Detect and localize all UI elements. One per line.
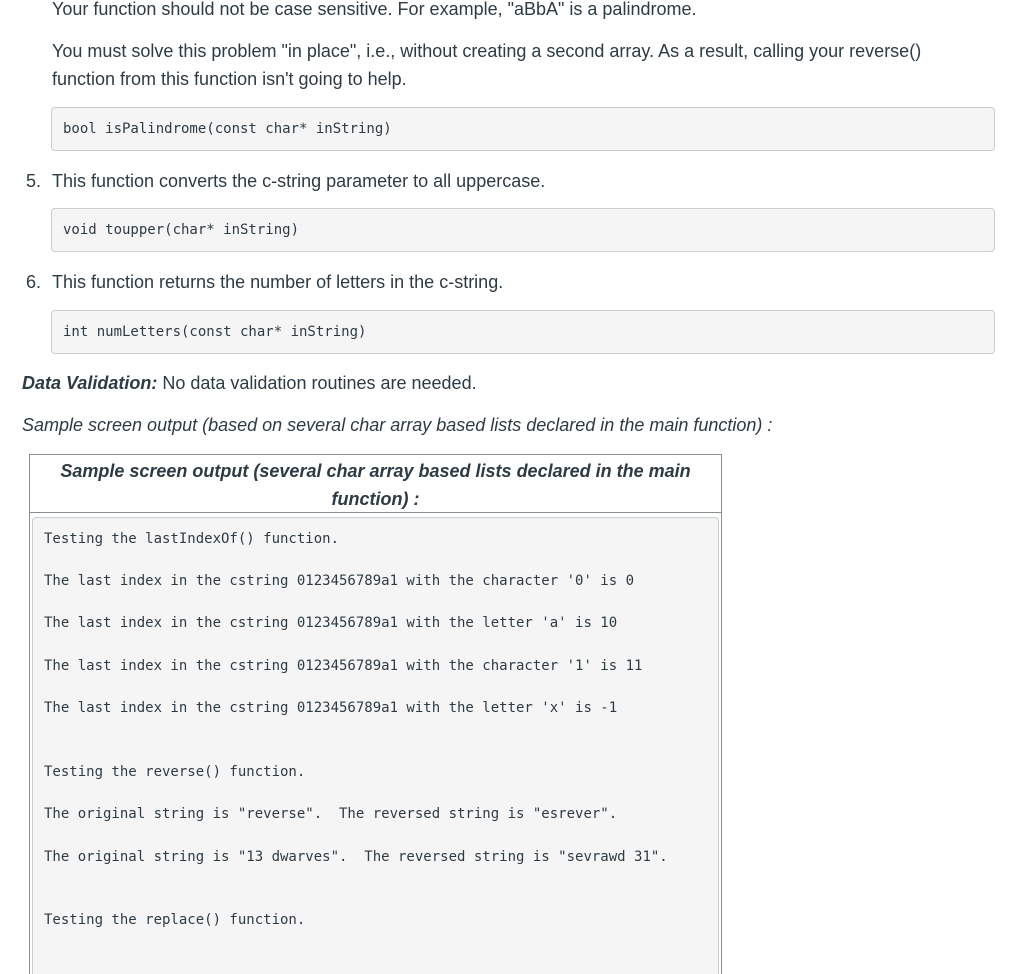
console-line: The last index in the cstring 0123456789a1 with the letter 'x' is -1 bbox=[44, 700, 618, 716]
item-5-description: This function converts the c-string parameter to all uppercase. bbox=[52, 171, 546, 191]
console-line: The last index in the cstring 0123456789a1 with the letter 'a' is 10 bbox=[44, 615, 618, 631]
item-6-number: 6. bbox=[26, 272, 42, 292]
sample-output-table-header: Sample screen output (several char array based lists declared in the main function) : bbox=[30, 455, 721, 513]
sample-output-caption: Sample screen output (based on several char array based lists declared in the main function) : bbox=[22, 415, 773, 435]
console-line: The last index in the cstring 0123456789a1 with the character '0' is 0 bbox=[44, 573, 635, 589]
data-validation-text: No data validation routines are needed. bbox=[157, 373, 477, 393]
case-sensitivity-note: Your function should not be case sensitive. For example, "aBbA" is a palindrome. bbox=[52, 0, 697, 19]
sample-output-table bbox=[29, 454, 722, 974]
console-line: Testing the reverse() function. bbox=[44, 764, 306, 780]
console-line: Testing the lastIndexOf() function. bbox=[44, 531, 340, 547]
console-line: The original string is "reverse". The reversed string is "esrever". bbox=[44, 806, 618, 822]
toupper-signature: void toupper(char* inString) bbox=[51, 208, 995, 252]
item-6-description: This function returns the number of letters in the c-string. bbox=[52, 272, 504, 292]
item-5-number: 5. bbox=[26, 171, 42, 191]
data-validation-label: Data Validation: bbox=[22, 373, 158, 393]
numletters-signature: int numLetters(const char* inString) bbox=[51, 310, 995, 354]
console-line: The last index in the cstring 0123456789a1 with the character '1' is 11 bbox=[44, 658, 643, 674]
data-validation-note bbox=[22, 369, 477, 397]
sample-output-console bbox=[32, 517, 719, 974]
in-place-note: You must solve this problem "in place", i.e., without creating a second array. As a result, calling your reverse() function from this function isn't going to help. bbox=[52, 41, 922, 89]
palindrome-signature: bool isPalindrome(const char* inString) bbox=[51, 107, 995, 151]
console-line: The original string is "13 dwarves". The reversed string is "sevrawd 31". bbox=[44, 849, 668, 865]
console-line: Testing the replace() function. bbox=[44, 912, 306, 928]
